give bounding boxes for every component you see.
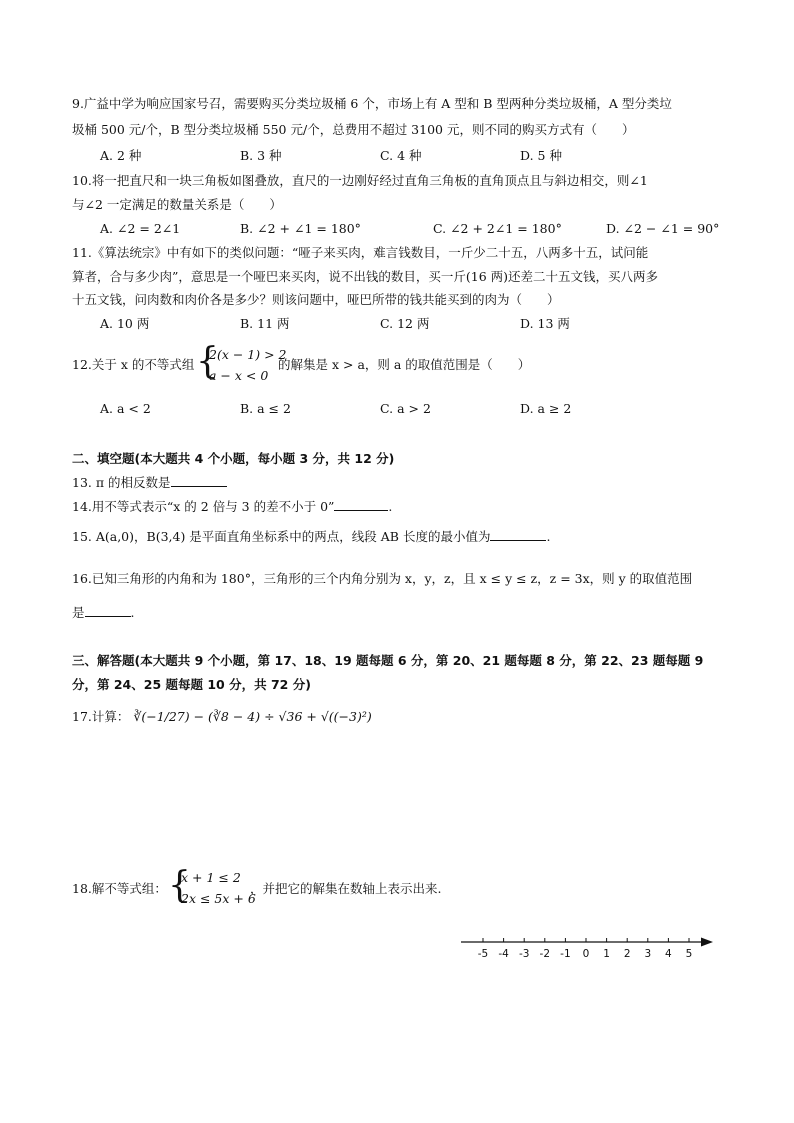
number-line-arrow [701,938,713,947]
q11-line3: 十五文钱，问肉数和肉价各是多少？则该问题中，哑巴所带的钱共能买到的肉为（ ） [72,292,560,307]
q17-expression: ∛(−1/27) − (∛8 − 4) ÷ √36 + √((−3)²) [133,709,372,724]
q18-row2: 2x ≤ 5x + 6 [181,891,256,906]
number-line-tick-label: 2 [623,948,631,960]
q15-text: 15. A(a,0)，B(3,4) 是平面直角坐标系中的两点，线段 AB 长度的最小值为 [72,529,491,544]
q15-period: . [546,529,551,544]
section2-title: 二、填空题(本大题共 4 个小题，每小题 3 分，共 12 分) [72,451,395,466]
q10-options [100,220,720,238]
number-line [455,930,725,964]
q14 [72,498,392,516]
q9-line1: 9.广益中学为响应国家号召，需要购买分类垃圾桶 6 个，市场上有 A 型和 B 型两种分类垃圾桶，A 型分类垃 [72,96,672,111]
q11-option-d: D. 13 两 [520,316,570,331]
number-line-tick-label: -2 [539,948,551,960]
number-line-tick-label: 5 [685,948,693,960]
q10-option-c: C. ∠2 + 2∠1 = 180° [433,221,562,236]
q11-line1: 11.《算法统宗》中有如下的类似问题：“哑子来买肉，难言钱数目，一斤少二十五，八两多十五，试问能 [72,245,649,260]
q14-period: . [388,499,393,514]
q15 [72,528,550,546]
q11-option-c: C. 12 两 [380,316,430,331]
number-line-tick-label: 4 [665,948,672,960]
q10-option-b: B. ∠2 + ∠1 = 180° [240,221,361,236]
q12-brace: { [196,341,219,382]
q15-answer-blank[interactable] [490,528,546,541]
q12-option-b: B. a ≤ 2 [240,401,291,416]
q13 [72,474,227,492]
q11-option-a: A. 10 两 [100,316,150,331]
section3-title-line1: 三、解答题(本大题共 9 个小题，第 17、18、19 题每题 6 分，第 20、21 题每题 8 分，第 22、23 题每题 9 [72,653,704,668]
q9-option-a: A. 2 种 [100,148,142,163]
number-line-tick-label: 3 [644,948,652,960]
section3-title-line2: 分，第 24、25 题每题 10 分，共 72 分) [72,677,311,692]
q17 [72,708,372,726]
q9-option-c: C. 4 种 [380,148,422,163]
q12-option-d: D. a ≥ 2 [520,401,572,416]
q12-option-a: A. a < 2 [100,401,151,416]
number-line-tick-label: -3 [518,948,530,960]
q16-line1: 16.已知三角形的内角和为 180°，三角形的三个内角分别为 x，y，z，且 x ≤ y ≤ z，z = 3x，则 y 的取值范围 [72,571,693,586]
q18-suffix: ，并把它的解集在数轴上表示出来. [250,881,442,896]
q16-answer-blank[interactable] [85,604,131,617]
q18-brace: { [168,865,191,906]
q12-suffix: 的解集是 x > a，则 a 的取值范围是（ ） [278,357,531,372]
q13-text: 13. π 的相反数是 [72,475,171,490]
q16-text: 是 [72,605,85,620]
q13-answer-blank[interactable] [171,474,227,487]
q16-line2 [72,604,135,622]
number-line-tick-label: -5 [477,948,489,960]
q12-option-c: C. a > 2 [380,401,431,416]
q10-line1: 10.将一把直尺和一块三角板如图叠放，直尺的一边刚好经过直角三角板的直角顶点且与斜边相交，则∠1 [72,173,648,188]
q12-prefix: 12.关于 x 的不等式组 [72,357,195,372]
q11-options [100,315,700,333]
q14-answer-blank[interactable] [334,498,388,511]
number-line-tick-label: 1 [603,948,610,960]
q11-line2: 算者，合与多少肉”，意思是一个哑巴来买肉，说不出钱的数目，买一斤(16 两)还差二十五文钱，买八两多 [72,269,659,284]
q11-option-b: B. 11 两 [240,316,290,331]
q14-text: 14.用不等式表示“x 的 2 倍与 3 的差不小于 0” [72,499,335,514]
q18-row1: x + 1 ≤ 2 [181,870,241,885]
q16-period: . [130,605,135,620]
q12-options [100,400,700,418]
q9-line2: 圾桶 500 元/个，B 型分类垃圾桶 550 元/个，总费用不超过 3100 元，则不同的购买方式有（ ） [72,122,635,137]
number-line-tick-label: -1 [560,948,571,960]
q9-options [100,147,700,165]
q18-prefix: 18.解不等式组： [72,881,167,896]
q9-option-b: B. 3 种 [240,148,282,163]
q17-prefix: 17.计算： [72,709,130,724]
q10-line2: 与∠2 一定满足的数量关系是（ ） [72,197,282,212]
q12-row2: a − x < 0 [209,368,269,383]
q10-option-a: A. ∠2 = 2∠1 [100,221,181,236]
q12-row1: 2(x − 1) > 2 [209,347,287,362]
q9-option-d: D. 5 种 [520,148,562,163]
number-line-tick-label: -4 [498,948,509,960]
number-line-tick-label: 0 [582,948,590,960]
q10-option-d: D. ∠2 − ∠1 = 90° [606,221,720,236]
